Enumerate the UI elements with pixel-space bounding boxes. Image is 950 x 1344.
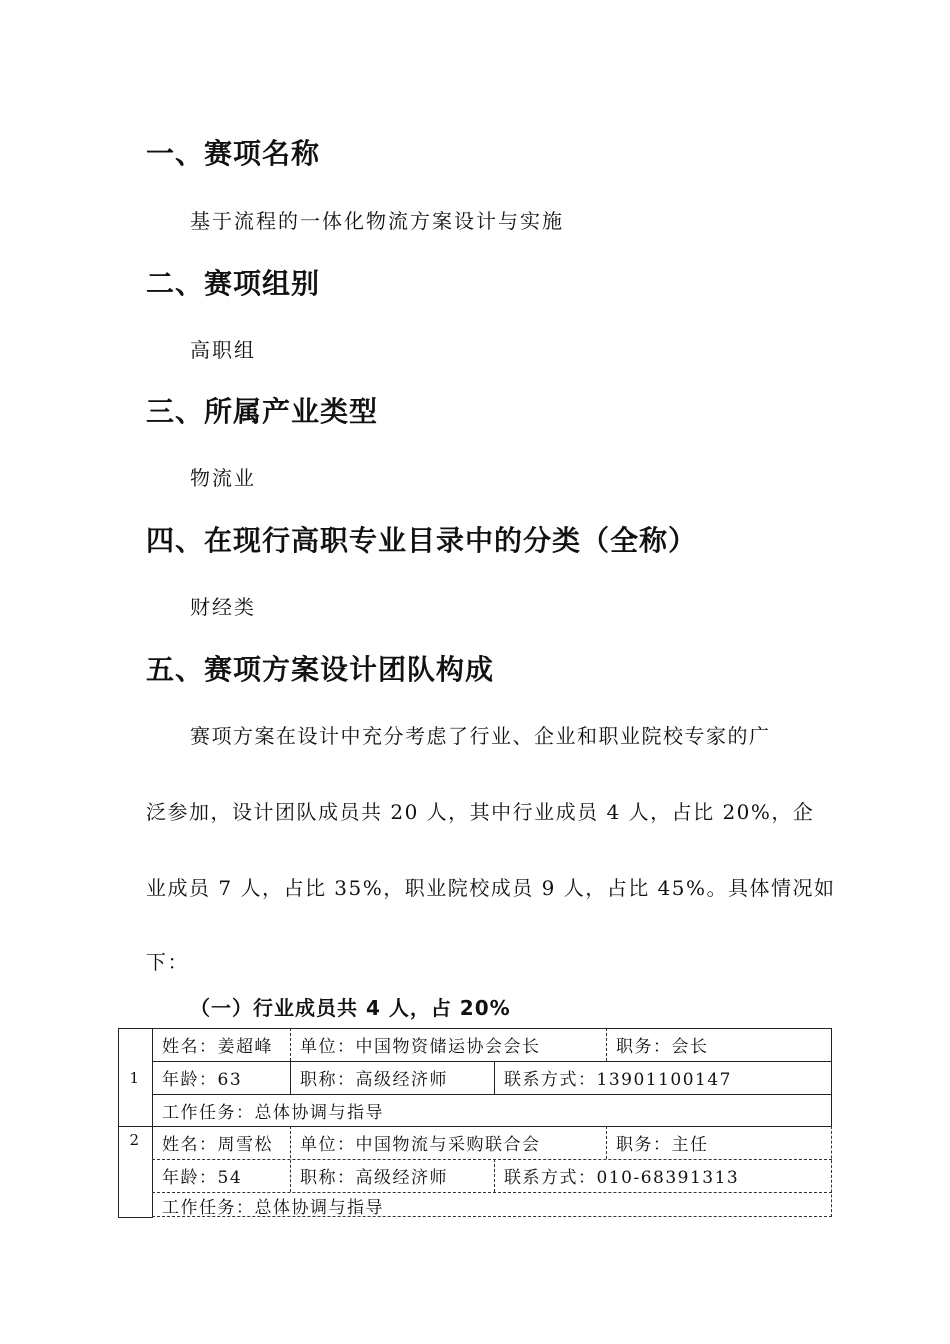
- member-position: 职务：会长: [616, 1037, 709, 1057]
- section-4-heading: 四、在现行高职专业目录中的分类（全称）: [146, 524, 698, 557]
- member-unit: 单位：中国物资储运协会会长: [300, 1037, 541, 1057]
- paragraph-line: 赛项方案在设计中充分考虑了行业、企业和职业院校专家的广: [190, 724, 771, 748]
- member-age: 年龄：63: [162, 1070, 243, 1090]
- section-3-text: 物流业: [190, 466, 256, 490]
- section-3-heading: 三、所属产业类型: [146, 395, 379, 428]
- member-contact: 联系方式：13901100147: [504, 1070, 732, 1090]
- member-title: 职称：高级经济师: [300, 1070, 448, 1090]
- member-name: 姓名：姜超峰: [162, 1037, 273, 1057]
- subsection-heading: （一）行业成员共 4 人，占 20%: [190, 996, 511, 1020]
- section-1-text: 基于流程的一体化物流方案设计与实施: [190, 209, 564, 233]
- member-unit: 单位：中国物流与采购联合会: [300, 1135, 541, 1155]
- section-1-heading: 一、赛项名称: [146, 137, 321, 170]
- member-age: 年龄：54: [162, 1168, 243, 1188]
- section-2-text: 高职组: [190, 338, 256, 362]
- paragraph-line: 泛参加，设计团队成员共 20 人，其中行业成员 4 人，占比 20%，企: [146, 800, 815, 824]
- member-title: 职称：高级经济师: [300, 1168, 448, 1188]
- member-task: 工作任务：总体协调与指导: [162, 1198, 384, 1218]
- member-contact: 联系方式：010-68391313: [504, 1168, 740, 1188]
- member-index: 1: [129, 1068, 141, 1087]
- paragraph-line: 业成员 7 人，占比 35%，职业院校成员 9 人，占比 45%。具体情况如: [146, 876, 836, 900]
- member-name: 姓名：周雪松: [162, 1135, 273, 1155]
- section-5-heading: 五、赛项方案设计团队构成: [146, 653, 495, 686]
- member-index: 2: [129, 1131, 141, 1149]
- member-task: 工作任务：总体协调与指导: [162, 1102, 384, 1123]
- member-position: 职务：主任: [616, 1135, 709, 1155]
- section-4-text: 财经类: [190, 595, 256, 619]
- paragraph-line: 下：: [146, 950, 189, 974]
- industry-members-table: [118, 1028, 832, 1218]
- section-2-heading: 二、赛项组别: [146, 267, 321, 300]
